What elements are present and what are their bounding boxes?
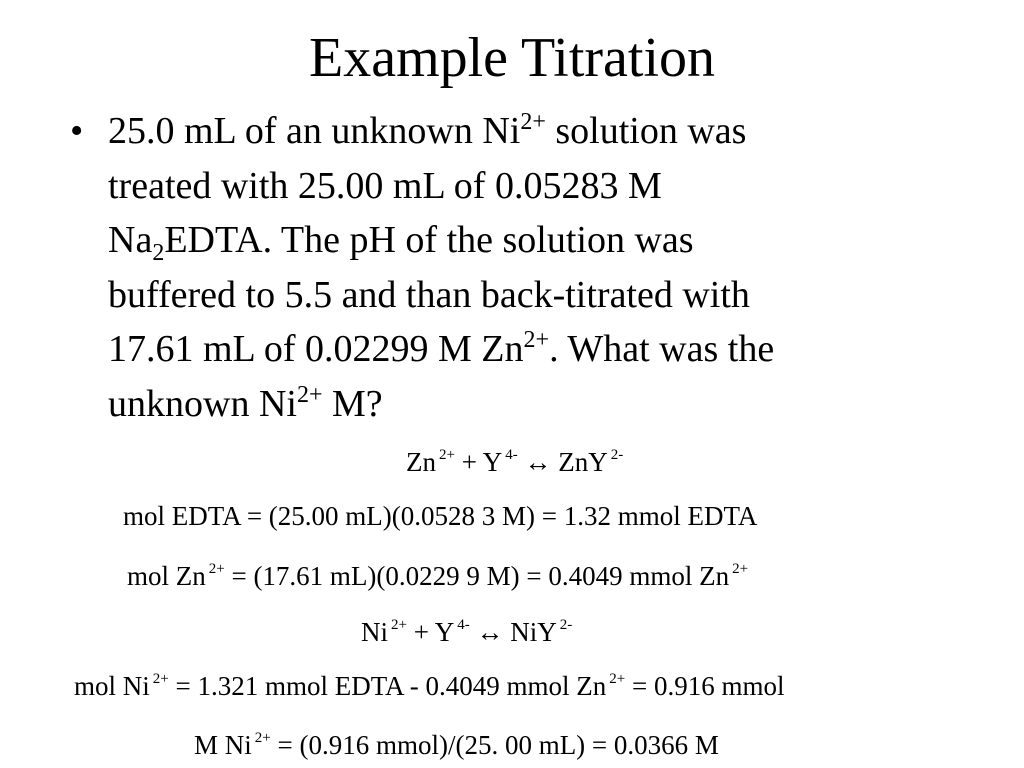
text: = (17.61 mL)(0.0229 9 M) = 0.4049 mmol Zn [224, 561, 730, 591]
equation-zn-edta-reaction [406, 445, 623, 479]
text: mol Ni [74, 671, 150, 701]
equation-molarity-ni [194, 728, 719, 762]
equation-ni-edta-reaction [361, 615, 572, 649]
superscript: 2+ [254, 730, 271, 746]
superscript: 2+ [296, 381, 323, 408]
problem-line-5 [108, 322, 968, 377]
text: mol Zn [127, 561, 206, 591]
text: + Y [406, 617, 455, 647]
superscript: 2- [559, 617, 573, 633]
superscript: 2+ [391, 617, 407, 633]
text: Zn [406, 447, 436, 477]
problem-line-3 [108, 213, 968, 268]
text: Na [108, 219, 153, 261]
subscript: 2 [152, 240, 165, 266]
text: M? [322, 382, 383, 425]
text: . What was the [549, 328, 775, 370]
text: Ni [361, 617, 388, 647]
text: M Ni [194, 730, 252, 760]
superscript: 2- [610, 447, 624, 463]
superscript: 2+ [609, 671, 626, 687]
text: unknown Ni [108, 382, 297, 425]
problem-line-2: treated with 25.00 mL of 0.05283 M [108, 164, 662, 207]
text: ↔ ZnY [517, 447, 608, 477]
problem-line-6 [108, 377, 968, 432]
text: = 1.321 mmol EDTA - 0.4049 mmol Zn [168, 671, 607, 701]
superscript: 2+ [523, 327, 550, 353]
equation-mol-zn [127, 559, 748, 593]
text: solution was [545, 110, 747, 152]
problem-line-1 [108, 104, 968, 159]
text: 25.0 mL of an unknown Ni [108, 110, 521, 152]
text: ↔ NiY [469, 617, 557, 647]
text: = 0.916 mmol [625, 671, 785, 701]
text: + Y [454, 447, 503, 477]
bullet-marker: • [70, 110, 84, 152]
problem-statement [108, 104, 968, 431]
equation-mol-ni [74, 669, 785, 703]
text: EDTA. The pH of the solution was [164, 219, 694, 261]
equation-mol-edta: mol EDTA = (25.00 mL)(0.0528 3 M) = 1.32 mmol EDTA [123, 501, 758, 531]
superscript: 4- [457, 617, 470, 633]
superscript: 2+ [520, 109, 546, 135]
superscript: 2+ [208, 561, 225, 577]
superscript: 2+ [439, 447, 455, 463]
superscript: 4- [505, 447, 518, 463]
slide-title: Example Titration [309, 27, 715, 89]
text: 17.61 mL of 0.02299 M Zn [108, 328, 524, 370]
superscript: 2+ [152, 671, 169, 687]
text: = (0.916 mmol)/(25. 00 mL) = 0.0366 M [270, 730, 719, 760]
superscript: 2+ [732, 561, 749, 577]
problem-line-4: buffered to 5.5 and than back-titrated with [108, 273, 750, 316]
